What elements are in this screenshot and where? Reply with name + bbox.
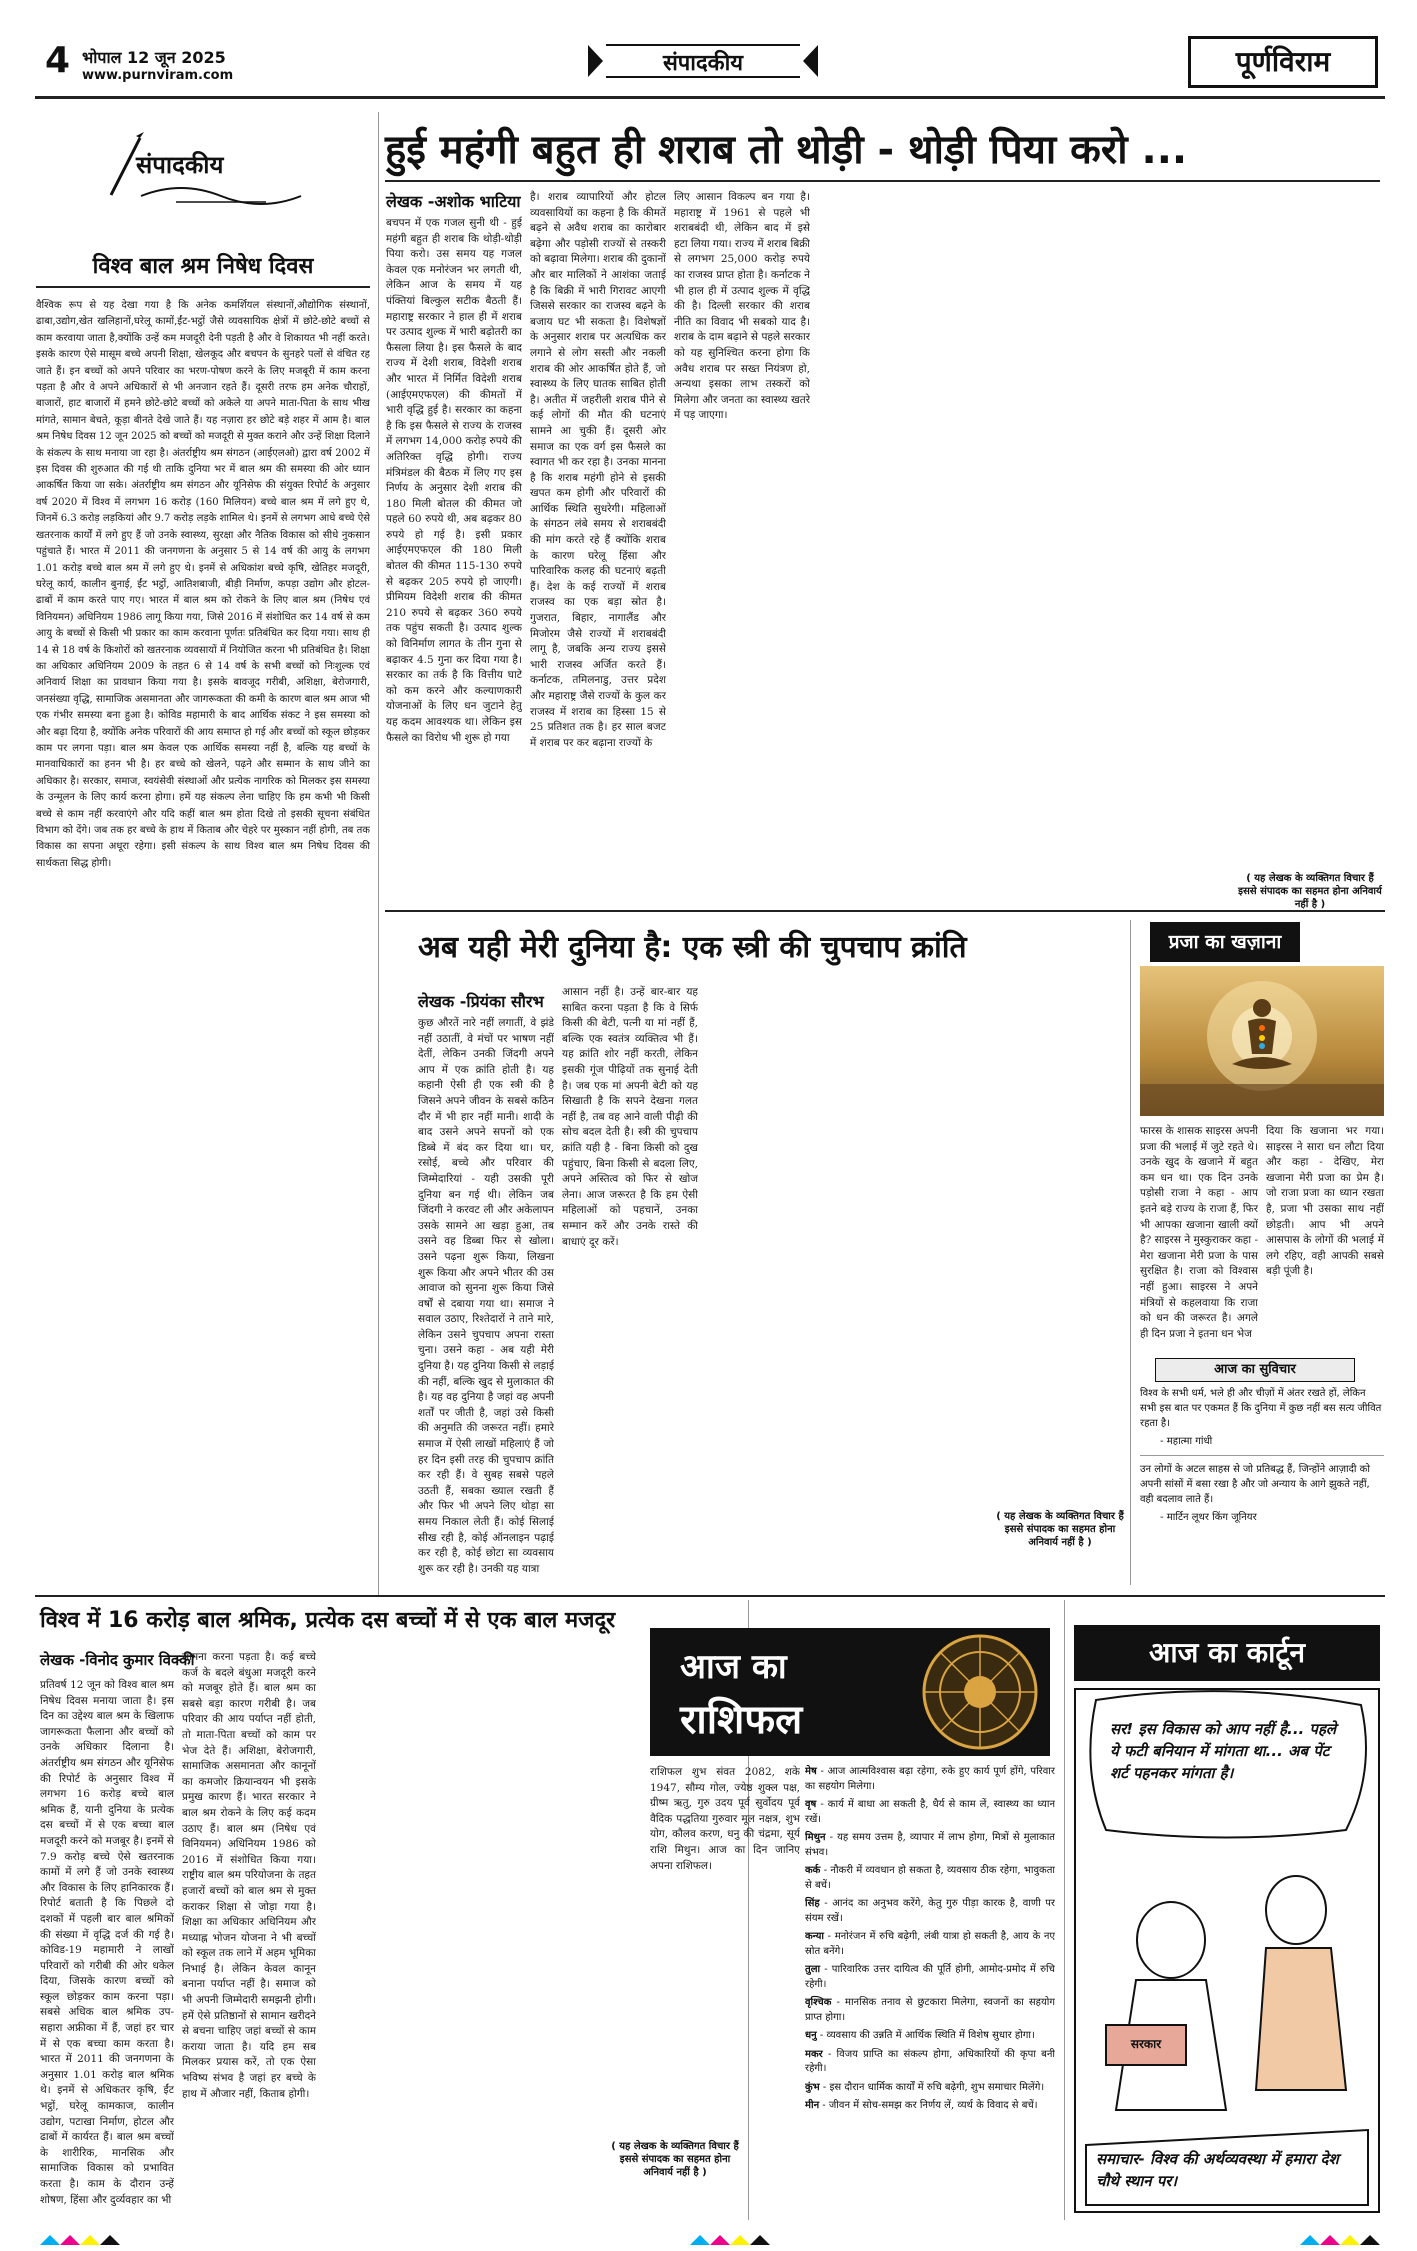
praja-column: दिया कि खजाना भर गया। साइरस ने सारा धन लौटा दिया और कहा - देखिए, मेरा खजाना मेरी प्रजा का प्रेम है। जो राजा प्रजा का ध्यान रखता है, प्रजा भी उसका साथ नहीं छोड़ती। आप भी अपने आसपास के लोगों की भलाई में लगे रहिए, वही आपकी सबसे बड़ी पूंजी है। [1266, 1125, 1384, 1278]
masthead-rule [35, 96, 1385, 99]
rashifal-sign-separator: - [816, 2030, 827, 2041]
liquor-column: बचपन में एक गजल सुनी थी - हुई महंगी बहुत ही शराब कि थोड़ी-थोड़ी पिया करो। उस समय यह गजल केवल एक मनोरंजन भर लगती थी, लेकिन आज के समय में यह पंक्तियां बिल्कुल सटीक बैठती हैं। महाराष्ट्र सरकार ने हाल ही में शराब पर उत्पाद शुल्क में भारी बढ़ोतरी का फैसला लिया है। इस फैसले के बाद राज्य में देशी शराब, विदेशी शराब और भारत में निर्मित विदेशी शराब (आईएमएफएल) की कीमतों में भारी वृद्धि हुई है। सरकार का कहना है कि इस फैसले से राज्य के राजस्व में लगभग 14,000 करोड़ रुपये की अतिरिक्त वृद्धि होगी। राज्य मंत्रिमंडल की बैठक में लिए गए इस निर्णय के अनुसार देशी शराब की 180 मिली बोतल की कीमत जो पहले 60 रुपये थी, अब बढ़कर 80 रुपये हो गई है। इसी प्रकार आईएमएफएल की 180 मिली बोतल की कीमत 115-130 रुपये से बढ़कर 205 रुपये हो जाएगी। प्रीमियम विदेशी शराब की कीमत 210 रुपये से बढ़कर 360 रुपये तक पहुंच सकती है। उत्पाद शुल्क को विनिर्माण लागत के तीन गुना से बढ़ाकर 4.5 गुना कर दिया गया है। सरकार का तर्क है कि वित्तीय घाटे को कम करने और कल्याणकारी योजनाओं के लिए धन जुटाने हेतु यह कदम आवश्यक था। लेकिन इस फैसले का विरोध भी शुरू हो गया [386, 217, 522, 744]
lower-section-rule [35, 1595, 1385, 1597]
rashifal-sign-separator: - [819, 2081, 830, 2093]
child-column [324, 1650, 458, 2218]
rashifal-sign-name: वृश्चिक [805, 1997, 832, 2008]
divider-editorial [378, 112, 379, 1597]
praja-illustration [1140, 966, 1384, 1116]
child-column: सामना करना पड़ता है। कई बच्चे कर्ज के बदले बंधुआ मजदूरी करने को मजबूर होते हैं। बाल श्रम का सबसे बड़ा कारण गरीबी है। जब परिवार की आय पर्याप्त नहीं होती, तो माता-पिता बच्चों को काम पर भेज देते हैं। अशिक्षा, बेरोजगारी, सामाजिक असमानता और कानूनों का कमजोर क्रियान्वयन भी इसके प्रमुख कारण हैं। भारत सरकार ने बाल श्रम रोकने के लिए कई कदम उठाए हैं। बाल श्रम (निषेध एवं विनियमन) अधिनियम 1986 को 2016 में संशोधित किया गया। राष्ट्रीय बाल श्रम परियोजना के तहत हजारों बच्चों को बाल श्रम से मुक्त कराकर शिक्षा से जोड़ा गया है। शिक्षा का अधिकार अधिनियम और मध्याह्न भोजन योजना ने भी बच्चों को स्कूल तक लाने में अहम भूमिका निभाई है। लेकिन केवल कानून बनाना पर्याप्त नहीं है। समाज को भी अपनी जिम्मेदारी समझनी होगी। हमें ऐसे प्रतिष्ठानों से सामान खरीदने से बचना चाहिए जहां बच्चों से काम कराया जाता है। यदि हम सब मिलकर प्रयास करें, तो एक ऐसा भविष्य संभव है जहां हर बच्चे के हाथ में औजार नहीं, किताब होगी। [182, 1651, 316, 2100]
rashifal-sign-item [805, 1765, 1055, 1794]
rashifal-sign-text: इस दौरान धार्मिक कार्यों में रुचि बढ़ेगी, शुभ समाचार मिलेंगे। [829, 2081, 1045, 2093]
brand-logo [1188, 36, 1378, 88]
liquor-bottom-rule [385, 910, 1385, 912]
divider-woman-right [1130, 920, 1131, 1585]
editorial-body: वैश्विक रूप से यह देखा गया है कि अनेक कमर्शियल संस्थानों,औद्योगिक संस्थानों, ढाबा,उद्योग,खेत खलिहानों,घरेलू कामों,ईंट-भट्ठों जैसे व्यवसायिक क्षेत्रों में छोटे-छोटे बच्चों से काम करवाया जाता है,क्योंकि उन्हें कम मजदूरी देनी पड़ती है और वे शिकायत भी नहीं करते। इसके कारण ऐसे मासूम बच्चे अपनी शिक्षा, खेलकूद और बचपन के सुनहरे पलों से वंचित रह जाते हैं। इन बच्चों को अपने परिवार का भरण-पोषण करने के लिए मजबूरी में काम करना पड़ता है और वे अपने अधिकारों से भी अनजान रहते हैं। दूसरी तरफ हम अनेक चौराहों, बाजारों, हाट बाजारों में हमने छोटे-छोटे बच्चों को अकेले या अपने माता-पिता के साथ भीख मांगते, सामान बेचते, कूड़ा बीनते देखे जाते हैं। यह नज़ारा हर छोटे बड़े शहर में आम है। बाल श्रम निषेध दिवस 12 जून 2025 को बच्चों को मजदूरी से मुक्त कराने और उन्हें शिक्षा दिलाने के संकल्प के साथ मनाया जा रहा है। अंतर्राष्ट्रीय श्रम संगठन (आईएलओ) द्वारा वर्ष 2002 में इस दिवस की शुरुआत की गई थी ताकि दुनिया भर में बाल श्रम की समस्या की ओर ध्यान आकर्षित किया जा सके। अंतर्राष्ट्रीय श्रम संगठन और यूनिसेफ की संयुक्त रिपोर्ट के अनुसार वर्ष 2020 में विश्व में लगभग 16 करोड़ (160 मिलियन) बच्चे बाल श्रम में लगे हुए थे, जिनमें 6.3 करोड़ लड़कियां और 9.7 करोड़ लड़के शामिल थे। इनमें से लगभग आधे बच्चे ऐसे खतरनाक कार्यों में लगे हुए हैं जो उनके स्वास्थ्य, सुरक्षा और नैतिक विकास को सीधे नुकसान पहुंचाते हैं। भारत में 2011 की जनगणना के अनुसार 5 से 14 वर्ष की आयु के लगभग 1.01 करोड़ बच्चे बाल श्रम में लगे हुए थे। इनमें से अधिकांश बच्चे कृषि, खेतिहर मजदूरी, घरेलू कार्य, कालीन बुनाई, ईंट भट्ठों, आतिशबाजी, बीड़ी निर्माण, कपड़ा उद्योग और होटल-ढाबों में काम करते पाए गए। भारत में बाल श्रम को रोकने के लिए बाल श्रम (निषेध एवं विनियमन) अधिनियम 1986 लागू किया गया, जिसे 2016 में संशोधित कर 14 वर्ष से कम आयु के बच्चों से किसी भी प्रकार का काम करवाना पूर्णतः प्रतिबंधित कर दिया गया। साथ ही 14 से 18 वर्ष के किशोरों को खतरनाक व्यवसायों में नियोजित करना भी प्रतिबंधित है। शिक्षा का अधिकार अधिनियम 2009 के तहत 6 से 14 वर्ष के सभी बच्चों को निःशुल्क एवं अनिवार्य शिक्षा का प्रावधान किया गया है। इसके बावजूद गरीबी, अशिक्षा, बेरोजगारी, जनसंख्या वृद्धि, सामाजिक असमानता और जागरूकता की कमी के कारण बाल श्रम आज भी एक गंभीर समस्या बना हुआ है। कोविड महामारी के बाद आर्थिक संकट ने इस समस्या को और बढ़ा दिया है, क्योंकि अनेक परिवारों की आय समाप्त हो गई और बच्चों को स्कूल छोड़कर काम पर लगना पड़ा। बाल श्रम केवल एक आर्थिक समस्या नहीं है, बल्कि यह बच्चों के मानवाधिकारों का हनन भी है। हर बच्चे को खेलने, पढ़ने और सम्मान के साथ जीने का अधिकार है। सरकार, समाज, स्वयंसेवी संस्थाओं और प्रत्येक नागरिक को मिलकर इस समस्या के उन्मूलन के लिए कार्य करना होगा। हमें यह संकल्प लेना चाहिए कि हम कभी भी किसी बच्चे से काम नहीं करवाएंगे और यदि कहीं बाल श्रम होता दिखे तो इसकी सूचना संबंधित विभाग को देंगे। जब तक हर बच्चे के हाथ में किताब और चेहरे पर मुस्कान नहीं होगी, तब तक विकास का सपना अधूरा रहेगा। इसी संकल्प के साथ विश्व बाल श्रम निषेध दिवस की सार्थकता सिद्ध होगी। [36, 300, 370, 869]
praja-column: फारस के शासक साइरस अपनी प्रजा की भलाई में जुटे रहते थे। उनके खुद के खजाने में बहुत कम धन था। एक दिन उनके पड़ोसी राजा ने कहा - आप इतने बड़े राज्य के राजा हैं, फिर भी आपका खजाना खाली क्यों है? साइरस ने मुस्कुराकर कहा - मेरा खजाना मेरी प्रजा के पास सुरक्षित है। राजा को विश्वास नहीं हुआ। साइरस ने अपने मंत्रियों से कहलवाया कि राजा को धन की जरूरत है। अगले ही दिन प्रजा ने इतना धन भेज [1140, 1125, 1258, 1340]
liquor-column [1106, 190, 1236, 756]
cartoon-title: आज का कार्टून [1148, 1636, 1306, 1669]
editorial-flourish [136, 182, 306, 208]
rashifal-sign-text: मानसिक तनाव से छुटकारा मिलेगा, स्वजनों का सहयोग प्राप्त होगा। [805, 1997, 1055, 2023]
child-byline: लेखक -विनोद कुमार विक्की [40, 1651, 195, 1669]
praja-title: प्रजा का खज़ाना [1168, 931, 1282, 953]
rashifal-sign-text: कार्य में बाधा आ सकती है, धैर्य से काम लें, स्वास्थ्य का ध्यान रखें। [805, 1799, 1055, 1825]
cartoon-speech-bubble: सर! इस विकास को आप नहीं है... पहले ये फटी बनियान में मांगता था... अब पेंट शर्ट पहनकर मांगता है। [1110, 1720, 1337, 1782]
liquor-headline-rule [385, 180, 1380, 182]
rashifal-sign-name: कर्क [805, 1865, 821, 1876]
rashifal-list [805, 1765, 1055, 2220]
editorial-section [36, 120, 370, 1590]
rashifal-sign-item [805, 1897, 1055, 1926]
rashifal-sign-separator: - [816, 1799, 828, 1810]
rashifal-sign-name: वृष [805, 1799, 817, 1810]
rashifal-sign-separator: - [825, 1832, 838, 1843]
suvichar-title: आज का सुविचार [1214, 1362, 1296, 1377]
rashifal-sign-name: धनु [805, 2030, 817, 2041]
editorial-title: विश्व बाल श्रम निषेध दिवस [92, 254, 314, 279]
rashifal-title-2: राशिफल [680, 1697, 803, 1743]
praja-title-box [1150, 922, 1300, 962]
editorial-badge: संपादकीय [136, 150, 224, 179]
rashifal-sign-text: नौकरी में व्यवधान हो सकता है, व्यवसाय ठीक रहेगा, भावुकता से बचें। [805, 1865, 1055, 1891]
child-headline: विश्व में 16 करोड़ बाल श्रमिक, प्रत्येक दस बच्चों में से एक बाल मजदूर [40, 1608, 616, 1633]
rashifal-sign-item [805, 2099, 1055, 2114]
rashifal-banner [650, 1628, 1050, 1756]
woman-disclaimer: ( यह लेखक के व्यक्तिगत विचार हैं इससे संपादक का सहमत होना अनिवार्य नहीं है ) [996, 1511, 1124, 1548]
rashifal-sign-name: मीन [805, 2100, 820, 2111]
liquor-column [962, 190, 1098, 756]
rashifal-sign-text: यह समय उत्तम है, व्यापार में लाभ होगा, मित्रों से मुलाकात संभव। [805, 1832, 1055, 1858]
rashifal-sign-name: सिंह [805, 1898, 820, 1909]
section-banner [588, 41, 818, 81]
woman-column [706, 985, 842, 1586]
rashifal-sign-item [805, 2048, 1055, 2077]
rashifal-sign-separator: - [816, 1766, 828, 1777]
rashifal-sign-separator: - [824, 1931, 835, 1942]
suvichar-title-box [1155, 1358, 1355, 1382]
brand-name: पूर्णविराम [1235, 45, 1331, 78]
editorial-title-rule [36, 286, 370, 288]
rashifal-sign-name: मकर [805, 2048, 823, 2060]
rashifal-sign-separator: - [819, 1898, 833, 1909]
rashifal-sign-item [805, 1798, 1055, 1827]
rashifal-sign-item [805, 1930, 1055, 1959]
rashifal-sign-item [805, 1864, 1055, 1893]
rashifal-sign-item [805, 2029, 1055, 2044]
suvichar-box [1140, 1386, 1384, 1586]
child-column: प्रतिवर्ष 12 जून को विश्व बाल श्रम निषेध दिवस मनाया जाता है। इस दिन का उद्देश्य बाल श्रम के खिलाफ जागरूकता फैलाना और बच्चों को उनके अधिकार दिलाना है। अंतर्राष्ट्रीय श्रम संगठन और यूनिसेफ की रिपोर्ट के अनुसार विश्व में लगभग 16 करोड़ बच्चे बाल श्रमिक हैं, यानी दुनिया के प्रत्येक दस बच्चों में से एक बच्चा बाल मजदूरी करने को मजबूर है। इनमें से 7.9 करोड़ बच्चे ऐसे खतरनाक कामों में लगे हैं जो उनके स्वास्थ्य और विकास के लिए हानिकारक हैं। रिपोर्ट बताती है कि पिछले दो दशकों में पहली बार बाल श्रमिकों की संख्या में वृद्धि दर्ज की गई है। कोविड-19 महामारी ने लाखों परिवारों को गरीबी की ओर धकेल दिया, जिसके कारण बच्चों को स्कूल छोड़कर काम करना पड़ा। सबसे अधिक बाल श्रमिक उप-सहारा अफ्रीका में हैं, जहां हर चार में से एक बच्चा काम करता है। भारत में 2011 की जनगणना के अनुसार 1.01 करोड़ बाल श्रमिक थे। इनमें से अधिकतर कृषि, ईंट भट्ठों, घरेलू कामकाज, कालीन उद्योग, पटाखा निर्माण, होटल और ढाबों में कार्यरत हैं। बाल श्रम बच्चों के शारीरिक, मानसिक और सामाजिक विकास को प्रभावित करता है। काम के दौरान उन्हें शोषण, हिंसा और दुर्व्यवहार का भी [40, 1679, 174, 2206]
cartoon-caption: समाचार- विश्व की अर्थव्यवस्था में हमारा देश चौथे स्थान पर। [1096, 2150, 1339, 2190]
print-registration-marks [40, 2232, 1380, 2244]
rashifal-sign-text: मनोरंजन में रुचि बढ़ेगी, लंबी यात्रा हो सकती है, आय के नए स्रोत बनेंगे। [805, 1931, 1055, 1957]
suvichar-divider [1140, 1455, 1384, 1456]
child-disclaimer: ( यह लेखक के व्यक्तिगत विचार हैं इससे संपादक का सहमत होना अनिवार्य नहीं है ) [611, 2141, 739, 2178]
suvichar-quote-2: उन लोगों के अटल साहस से जो प्रतिबद्ध हैं, जिन्होंने आज़ादी को अपनी सांसों में बसा रखा है और जो अन्याय के आगे झुकते नहीं, वही बदलाव लाते हैं। [1140, 1464, 1370, 1505]
rashifal-sign-separator: - [820, 1964, 832, 1975]
page-number: 4 [45, 40, 71, 81]
rashifal-sign-item [805, 2081, 1055, 2096]
rashifal-sign-separator: - [822, 2048, 837, 2060]
liquor-headline: हुई महंगी बहुत ही शराब तो थोड़ी - थोड़ी पिया करो ... [385, 127, 1188, 173]
woman-column: आसान नहीं है। उन्हें बार-बार यह साबित करना पड़ता है कि वे सिर्फ किसी की बेटी, पत्नी या मां नहीं हैं, बल्कि एक स्वतंत्र व्यक्तित्व भी हैं। यह क्रांति शोर नहीं करती, लेकिन इसकी गूंज पीढ़ियों तक सुनाई देती है। जब एक मां अपनी बेटी को यह सिखाती है कि सपने देखना गलत नहीं है, तब वह आने वाली पीढ़ी की सोच बदल देती है। स्त्री की चुपचाप क्रांति यही है - बिना किसी को दुख पहुंचाए, बिना किसी से बदला लिए, अपने अस्तित्व को फिर से खोज लेना। आज जरूरत है कि हम ऐसी महिलाओं को पहचानें, उनका सम्मान करें और उनके रास्ते की बाधाएं दूर करें। [562, 986, 698, 1248]
rashifal-sign-separator: - [820, 1865, 831, 1876]
liquor-column: है। शराब व्यापारियों और होटल व्यवसायियों का कहना है कि कीमतें बढ़ने से अवैध शराब का कारोबार बढ़ेगा और पड़ोसी राज्यों से तस्करी को बढ़ावा मिलेगा। शराब की दुकानों और बार मालिकों ने आशंका जताई है कि बिक्री में भारी गिरावट आएगी जिससे सरकार का राजस्व बढ़ने के बजाय घट भी सकता है। विशेषज्ञों के अनुसार शराब पर अत्यधिक कर लगाने से लोग सस्ती और नकली शराब की ओर आकर्षित होते हैं, जो स्वास्थ्य के लिए घातक साबित होती है। अतीत में जहरीली शराब पीने से कई लोगों की मौत की घटनाएं सामने आ चुकी हैं। दूसरी ओर समाज का एक वर्ग इस फैसले का स्वागत भी कर रहा है। उनका मानना है कि शराब महंगी होने से इसकी खपत कम होगी और परिवारों की आर्थिक स्थिति सुधरेगी। महिलाओं के संगठन लंबे समय से शराबबंदी की मांग करते रहे हैं क्योंकि शराब के कारण घरेलू हिंसा और पारिवारिक कलह की घटनाएं बढ़ती हैं। देश के कई राज्यों में शराब राजस्व का एक बड़ा स्रोत है। गुजरात, बिहार, नागालैंड और मिजोरम जैसे राज्यों में शराबबंदी लागू है, जबकि अन्य राज्य इससे भारी राजस्व अर्जित करते हैं। कर्नाटक, तमिलनाडु, उत्तर प्रदेश और महाराष्ट्र जैसे राज्यों के कुल कर राजस्व में शराब का हिस्सा 15 से 25 प्रतिशत तक है। हर साल बजट में शराब पर कर बढ़ाना राज्यों के [530, 191, 666, 749]
rashifal-title-1: आज का [680, 1647, 787, 1687]
cartoon-panel [1074, 1688, 1380, 2213]
liquor-disclaimer: ( यह लेखक के व्यक्तिगत विचार हैं इससे संपादक का सहमत होना अनिवार्य नहीं है ) [1236, 872, 1384, 911]
woman-column: कुछ औरतें नारे नहीं लगातीं, वे झंडे नहीं उठातीं, वे मंचों पर भाषण नहीं देतीं, लेकिन उनकी जिंदगी अपने आप में एक क्रांति होती है। यह कहानी ऐसी ही एक स्त्री की है जिसने अपने जीवन के सबसे कठिन दौर में भी हार नहीं मानी। शादी के बाद उसने अपने सपनों को एक डिब्बे में बंद कर दिया था। घर, रसोई, बच्चे और परिवार की जिम्मेदारियां - यही उसकी पूरी दुनिया बन गई थी। लेकिन जब जिंदगी ने करवट ली और अकेलापन उसके सामने आ खड़ा हुआ, तब उसने वह डिब्बा फिर से खोला। उसने पढ़ना शुरू किया, लिखना शुरू किया और अपने भीतर की उस आवाज को सुनना शुरू किया जिसे वर्षों से दबाया गया था। समाज ने सवाल उठाए, रिश्तेदारों ने ताने मारे, लेकिन उसने चुपचाप अपना रास्ता चुना। उसने कहा - अब यही मेरी दुनिया है। यह दुनिया किसी से लड़ाई की नहीं, बल्कि खुद से मुलाकात की है। यह वह दुनिया है जहां वह अपनी शर्तों पर जीती है, जहां उसे किसी की अनुमति की जरूरत नहीं। हमारे समाज में ऐसी लाखों महिलाएं हैं जो हर दिन इसी तरह की चुपचाप क्रांति कर रही हैं। वे सुबह सबसे पहले उठती हैं, सबका ख्याल रखती हैं और फिर भी अपने लिए थोड़ा सा समय निकाल लेती हैं। कोई सिलाई सीख रही है, कोई ऑनलाइन पढ़ाई कर रही है, कोई छोटा सा व्यवसाय शुरू कर रही है। उनकी यह यात्रा [418, 1017, 554, 1575]
rashifal-sign-separator: - [831, 1997, 845, 2008]
liquor-column: लिए आसान विकल्प बन गया है। महाराष्ट्र में 1961 से पहले भी शराबबंदी थी, लेकिन बाद में इसे हटा लिया गया। राज्य में शराब बिक्री से लगभग 25,000 करोड़ रुपये का राजस्व प्राप्त होता है। कर्नाटक ने भी हाल ही में उत्पाद शुल्क में वृद्धि की है। दिल्ली सरकार की शराब नीति का विवाद भी सबको याद है। शराब के दाम बढ़ाने से पहले सरकार को यह सुनिश्चित करना होगा कि अवैध शराब पर सख्त नियंत्रण हो, अन्यथा इसका लाभ तस्करों को मिलेगा और जनता का स्वास्थ्य खतरे में पड़ जाएगा। [674, 191, 810, 422]
website[interactable]: www.purnviram.com [82, 68, 234, 83]
child-column [466, 1650, 600, 2218]
rashifal-sign-text: आनंद का अनुभव करेंगे, केतु गुरु पीड़ा कारक है, वाणी पर संयम रखें। [805, 1898, 1055, 1924]
divider-rashifal [1064, 1600, 1065, 2220]
woman-byline: लेखक -प्रियंका सौरभ [418, 992, 544, 1011]
cartoon-title-box [1074, 1625, 1380, 1681]
meditation-figure-icon [1140, 966, 1384, 1116]
registration-marks-icon [40, 2235, 1380, 2247]
zodiac-wheel-icon [920, 1632, 1040, 1752]
woman-column [994, 985, 1124, 1505]
suvichar-author-2: - मार्टिन लूथर किंग जूनियर [1160, 1512, 1257, 1523]
rashifal-sign-text: व्यवसाय की उन्नति में आर्थिक स्थिति में विशेष सुधार होगा। [826, 2030, 1035, 2041]
liquor-byline: लेखक -अशोक भाटिया [386, 192, 521, 211]
liquor-column [818, 190, 954, 756]
rashifal-intro: राशिफल शुभ संवत 2082, शके 1947, सौम्य गोल, ज्येष्ठ शुक्ल पक्ष, ग्रीष्म ऋतु, गुरु उदय पूर्व सुर्वोदय पूर्व वैदिक पद्धतिया गुरुवार मूल नक्षत्र, शुभ योग, कौलव करण, धनु की चंद्रमा, सूर्य राशि मिथुन। आज का दिन जानिए अपना राशिफल। [650, 1766, 800, 1872]
rashifal-sign-name: मिथुन [805, 1832, 826, 1843]
liquor-column [1244, 190, 1380, 746]
rashifal-sign-text: पारिवारिक उत्तर दायित्व की पूर्ति होगी, आमोद-प्रमोद में रुचि रहेगी। [805, 1964, 1055, 1990]
rashifal-sign-name: कुंभ [805, 2081, 820, 2093]
editorial-badge-area [36, 120, 370, 220]
section-title: संपादकीय [662, 51, 744, 76]
rashifal-sign-name: कन्या [805, 1931, 825, 1942]
rashifal-sign-item [805, 1831, 1055, 1860]
cartoon-sign: सरकार [1130, 2037, 1162, 2051]
suvichar-quote-1: विश्व के सभी धर्म, भले ही और चीज़ों में अंतर रखते हों, लेकिन सभी इस बात पर एकमत हैं कि दुनिया में कुछ नहीं बस सत्य जीवित रहता है। [1140, 1388, 1382, 1429]
rashifal-sign-name: मेष [805, 1766, 817, 1777]
date-line: भोपाल 12 जून 2025 [82, 48, 226, 67]
rashifal-sign-item [805, 1996, 1055, 2025]
rashifal-sign-item [805, 1963, 1055, 1992]
rashifal-sign-text: विजय प्राप्ति का संकल्प होगा, अधिकारियों की कृपा बनी रहेगी। [805, 2048, 1055, 2074]
rashifal-sign-name: तुला [805, 1964, 821, 1975]
woman-column [850, 985, 986, 1586]
woman-headline: अब यही मेरी दुनिया है: एक स्त्री की चुपचाप क्रांति [418, 930, 967, 965]
rashifal-sign-separator: - [819, 2100, 829, 2111]
rashifal-sign-text: आज आत्मविश्वास बढ़ा रहेगा, रुके हुए कार्य पूर्ण होंगे, परिवार का सहयोग मिलेगा। [805, 1766, 1055, 1792]
suvichar-author-1: - महात्मा गांधी [1160, 1436, 1213, 1447]
rashifal-sign-text: जीवन में सोच-समझ कर निर्णय लें, व्यर्थ के विवाद से बचें। [828, 2100, 1038, 2111]
